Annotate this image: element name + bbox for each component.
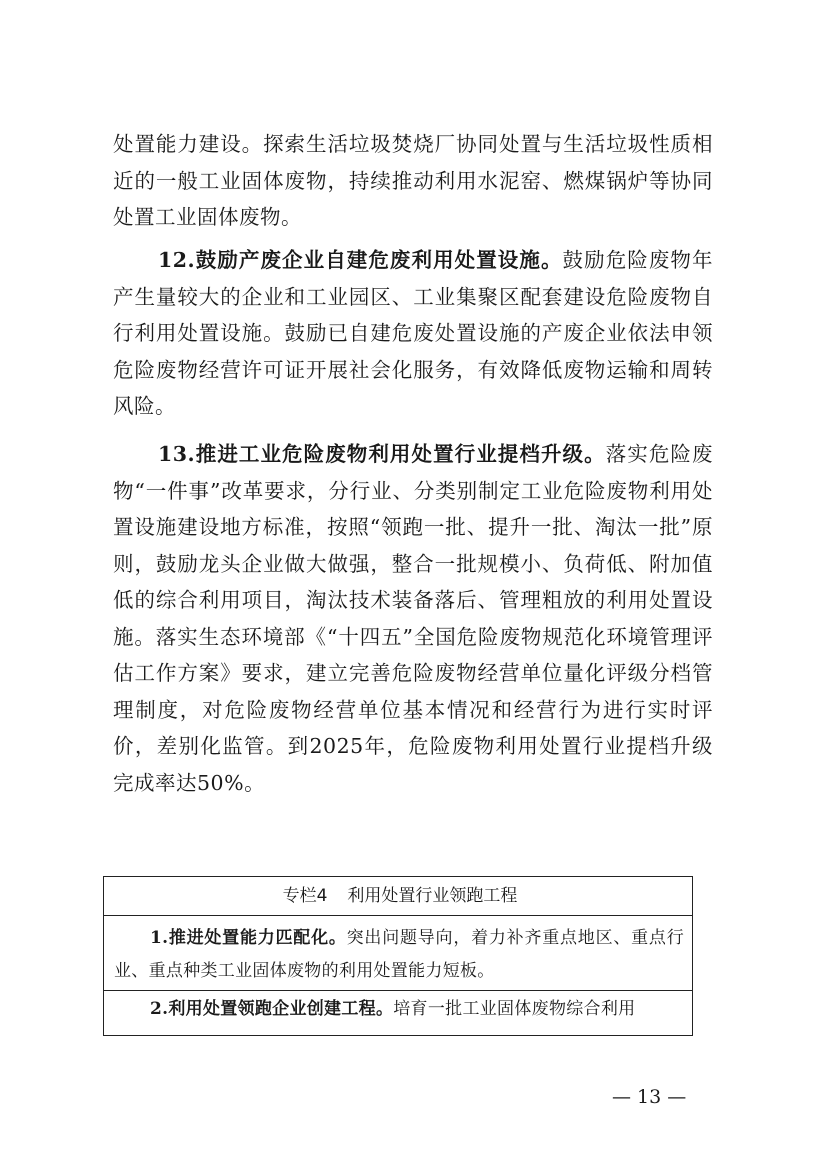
box-item-1-heading: 1.推进处置能力匹配化。 [150, 928, 347, 948]
box-item-2 [104, 990, 692, 1026]
box-title-text: 利用处置行业领跑工程 [347, 886, 518, 906]
paragraph-capacity-building: 处置能力建设。探索生活垃圾焚烧厂协同处置与生活垃圾性质相近的一般工业固体废物，持续推动利用水泥窑、燃煤锅炉等协同处置工业固体废物。 [113, 132, 713, 229]
box-item-1-body: 突出问题导向，着力补齐重点地区、重点行业、重点种类工业固体废物的利用处置能力短板。 [114, 928, 684, 981]
box-item-2-body: 培育一批工业固体废物综合利用 [393, 999, 636, 1019]
box-title [104, 877, 692, 916]
box-item-2-heading: 2.利用处置领跑企业创建工程。 [150, 999, 394, 1019]
paragraph-item-13 [113, 436, 713, 801]
item-13-body: 落实危险废物“一件事”改革要求，分行业、分类别制定工业危险废物利用处置设施建设地方标准，按照“领跑一批、提升一批、淘汰一批”原则，鼓励龙头企业做大做强，整合一批规模小、负荷低、附加值低的综合利用项目，淘汰技术装备落后、管理粗放的利用处置设施。落实生态环境部《“十四五”全国危险废物规范化环境管理评估工作方案》要求，建立完善危险废物经营单位量化评级分档管理制度，对危险废物经营单位基本情况和经营行为进行实时评价，差别化监管。到2025年，危险废物利用处置行业提档升级完成率达50%。 [113, 442, 713, 795]
paragraph-item-12 [113, 242, 713, 425]
box-title-prefix: 专栏4 [282, 886, 328, 906]
column-box-4 [103, 876, 693, 1036]
item-12-body: 鼓励危险废物年产生量较大的企业和工业园区、工业集聚区配套建设危险废物自行利用处置设施。鼓励已自建危废处置设施的产废企业依法申领危险废物经营许可证开展社会化服务，有效降低废物运输和周转风险。 [113, 248, 714, 418]
item-12-heading: 12.鼓励产废企业自建危废利用处置设施。 [158, 248, 563, 272]
item-13-heading: 13.推进工业危险废物利用处置行业提档升级。 [158, 442, 606, 466]
box-item-1 [104, 916, 692, 988]
page-number: — 13 — [612, 1086, 687, 1108]
